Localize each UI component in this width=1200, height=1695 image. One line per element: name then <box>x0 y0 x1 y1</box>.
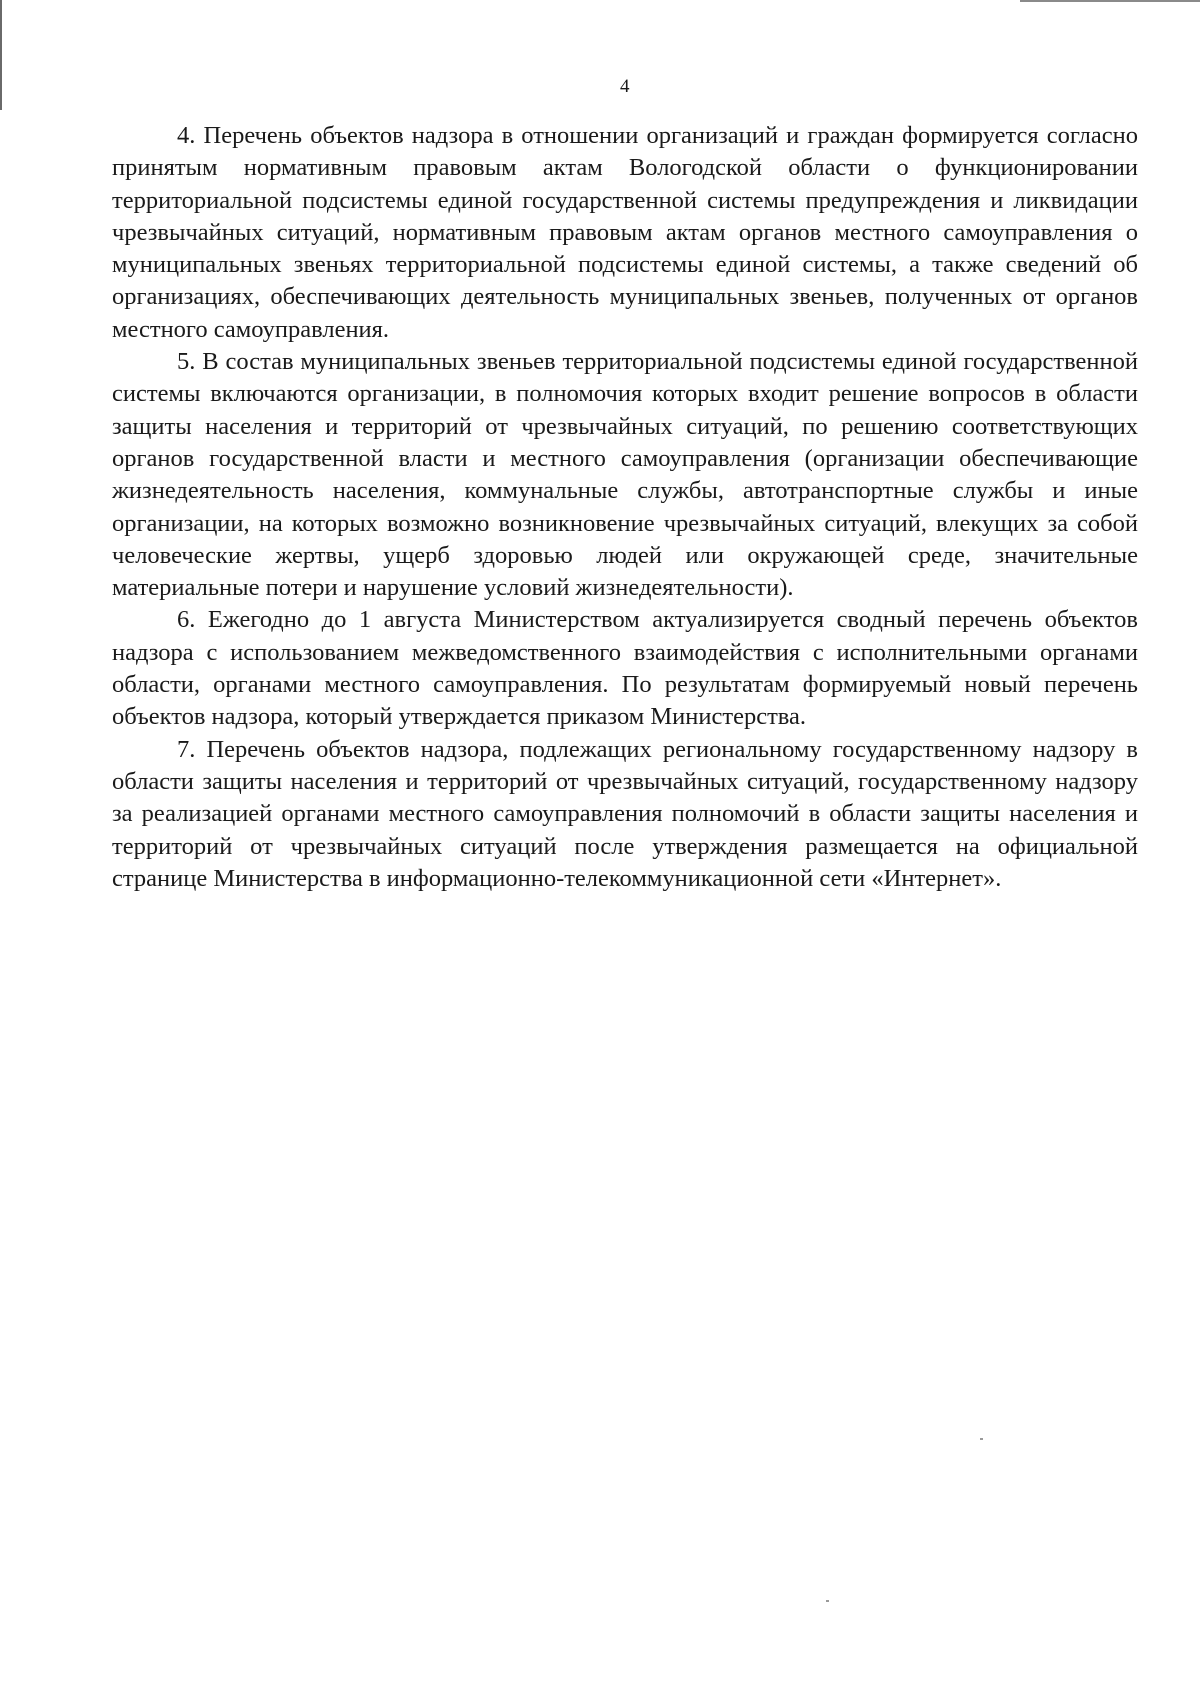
scan-edge-top <box>1020 0 1200 2</box>
scan-speck <box>826 1600 829 1602</box>
scan-speck <box>980 1438 983 1440</box>
paragraph-4: 4. Перечень объектов надзора в отношении организаций и граждан формируется согласно принятым нормативным правовым актам Вологодской области о функционировании территориальной подсистемы единой государственной системы предупреждения и ликвидации чрезвычайных ситуаций, нормативным правовым актам органов местного самоуправления о муниципальных звеньях территориальной подсистемы единой системы, а также сведений об организациях, обеспечивающих деятельность муниципальных звеньев, полученных от органов местного самоуправления. <box>112 122 1138 343</box>
document-body <box>112 120 1138 895</box>
paragraph-5: 5. В состав муниципальных звеньев территориальной подсистемы единой государственной системы включаются организации, в полномочия которых входит решение вопросов в области защиты населения и территорий от чрезвычайных ситуаций, по решению соответствующих органов государственной власти и местного самоуправления (организации обеспечивающие жизнедеятельность населения, коммунальные службы, автотранспортные службы и иные организации, на которых возможно возникновение чрезвычайных ситуаций, влекущих за собой человеческие жертвы, ущерб здоровью людей или окружающей среде, значительные материальные потери и нарушение условий жизнедеятельности). <box>112 348 1138 602</box>
paragraph-7: 7. Перечень объектов надзора, подлежащих региональному государственному надзору в области защиты населения и территорий от чрезвычайных ситуаций, государственному надзору за реализацией органами местного самоуправления полномочий в области защиты населения и территорий от чрезвычайных ситуаций после утверждения размещается на официальной странице Министерства в информационно-телекоммуникационной сети «Интернет». <box>112 735 1138 892</box>
page-number: 4 <box>620 76 630 97</box>
paragraph-6: 6. Ежегодно до 1 августа Министерством актуализируется сводный перечень объектов надзора с использованием межведомственного взаимодействия с исполнительными органами области, органами местного самоуправления. По результатам формируемый новый перечень объектов надзора, который утверждается приказом Министерства. <box>112 606 1138 731</box>
